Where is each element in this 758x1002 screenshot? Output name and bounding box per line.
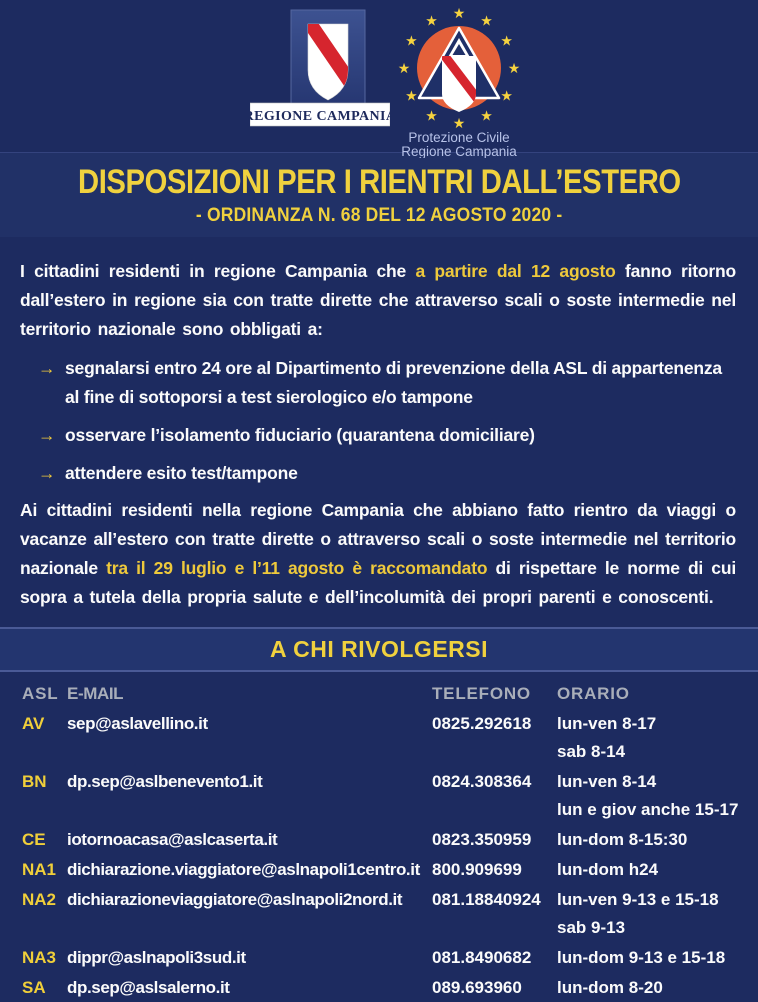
intro-highlight: a partire dal 12 agosto: [415, 261, 616, 281]
contact-hours: lun-ven 8-14 lun e giov anche 15-17: [557, 772, 739, 819]
svg-text:★: ★: [452, 115, 466, 131]
advice-paragraph: Ai cittadini residenti nella regione Campania che abbiano fatto rientro da viaggi o vacanze all’estero con tratte dirette o attraverso scali o soste intermedie nel territorio nazionale tra il 29 luglio e l’11 agosto è raccomandato di rispettare le norme di cui sopra a tutela della propria salute e dell’incolumità dei propri parenti e conoscenti.: [20, 500, 736, 607]
intro-paragraph: I cittadini residenti in regione Campania che a partire dal 12 agosto fanno ritorno dall’estero in regione sia con tratte dirette che attraverso scali o soste intermedie nel territorio nazionale sono obbligati a:: [20, 261, 736, 339]
regione-campania-logo: [250, 8, 390, 139]
svg-text:★: ★: [480, 12, 493, 29]
svg-text:★: ★: [480, 107, 493, 124]
asl-code: AV: [22, 714, 45, 733]
column-header-orario: ORARIO: [557, 684, 630, 703]
arrow-icon: →: [38, 463, 56, 483]
contact-email: sep@aslavellino.it: [67, 714, 208, 733]
contact-phone: 800.909699: [432, 860, 522, 879]
list-item: [38, 421, 736, 450]
table-row: [22, 856, 740, 884]
svg-text:★: ★: [500, 32, 513, 49]
table-row: [22, 768, 740, 824]
contact-email: dichiarazioneviaggiatore@aslnapoli2nord.it: [67, 890, 403, 909]
list-item-text: segnalarsi entro 24 ore al Dipartimento di prevenzione della ASL di appartenenza al fine di sottoporsi a test sierologico e/o tampone: [65, 358, 722, 407]
arrow-icon: →: [38, 358, 56, 378]
table-row: [22, 886, 740, 942]
svg-text:★: ★: [452, 6, 466, 21]
contact-hours: lun-ven 8-17 sab 8-14: [557, 714, 657, 761]
contact-email: dippr@aslnapoli3sud.it: [67, 948, 246, 967]
contacts-section-band: [0, 627, 758, 672]
table-row: [22, 826, 740, 854]
arrow-icon: →: [38, 425, 56, 445]
contact-hours: lun-dom 8-20: [557, 978, 663, 997]
svg-text:★: ★: [507, 60, 521, 76]
header: [0, 0, 758, 158]
list-item: [38, 459, 736, 488]
svg-text:★: ★: [397, 60, 411, 76]
list-item: [38, 354, 736, 412]
contact-email: dichiarazione.viaggiatore@aslnapoli1centro.it: [67, 860, 420, 879]
regione-campania-logo-graphic: [250, 8, 390, 134]
svg-text:★: ★: [425, 107, 438, 124]
protezione-civile-logo-graphic: [392, 6, 527, 158]
table-header-row: [22, 680, 740, 708]
pc-logo-caption-line1: Protezione Civile: [408, 130, 510, 145]
contact-hours: lun-ven 9-13 e 15-18 sab 9-13: [557, 890, 719, 937]
obligations-list: [20, 354, 736, 488]
contact-email: iotornoacasa@aslcaserta.it: [67, 830, 278, 849]
logo-banner: [250, 103, 390, 126]
column-header-telefono: TELEFONO: [432, 684, 531, 703]
contact-phone: 089.693960: [432, 978, 522, 997]
page-subtitle: - ORDINANZA N. 68 DEL 12 AGOSTO 2020 -: [195, 205, 563, 226]
logo-banner-label: REGIONE CAMPANIA: [250, 109, 390, 124]
svg-text:★: ★: [405, 87, 418, 104]
list-item-text: attendere esito test/tampone: [65, 463, 298, 483]
asl-code: NA1: [22, 860, 57, 879]
contact-hours: lun-dom 9-13 e 15-18: [557, 948, 726, 967]
table-row: [22, 944, 740, 972]
list-item-text: osservare l’isolamento fiduciario (quarantena domiciliare): [65, 425, 535, 445]
contact-phone: 081.18840924: [432, 890, 541, 909]
asl-code: NA2: [22, 890, 57, 909]
protezione-civile-logo: [392, 6, 527, 163]
contact-phone: 081.8490682: [432, 948, 532, 967]
contact-email: dp.sep@aslsalerno.it: [67, 978, 230, 997]
svg-text:★: ★: [405, 32, 418, 49]
pc-logo-caption-line2: Regione Campania: [401, 144, 517, 158]
advice-highlight: tra il 29 luglio e l’11 agosto è raccomandato: [106, 558, 488, 578]
asl-code: SA: [22, 978, 46, 997]
table-row: [22, 974, 740, 1002]
contacts-section-title: A CHI RIVOLGERSI: [270, 636, 488, 662]
contact-email: dp.sep@aslbenevento1.it: [67, 772, 263, 791]
contact-phone: 0825.292618: [432, 714, 532, 733]
asl-code: NA3: [22, 948, 57, 967]
asl-code: BN: [22, 772, 47, 791]
column-header-email: E-MAIL: [67, 684, 124, 703]
table-row: [22, 710, 740, 766]
contact-hours: lun-dom h24: [557, 860, 659, 879]
page-title: DISPOSIZIONI PER I RIENTRI DALL’ESTERO: [77, 163, 681, 201]
column-header-asl: ASL: [22, 684, 59, 703]
svg-text:★: ★: [425, 12, 438, 29]
contact-hours: lun-dom 8-15:30: [557, 830, 688, 849]
contact-phone: 0824.308364: [432, 772, 532, 791]
content: [0, 237, 758, 612]
asl-code: CE: [22, 830, 46, 849]
svg-text:★: ★: [500, 87, 513, 104]
title-band: [0, 152, 758, 237]
contacts-table: [0, 672, 758, 1002]
contact-phone: 0823.350959: [432, 830, 532, 849]
